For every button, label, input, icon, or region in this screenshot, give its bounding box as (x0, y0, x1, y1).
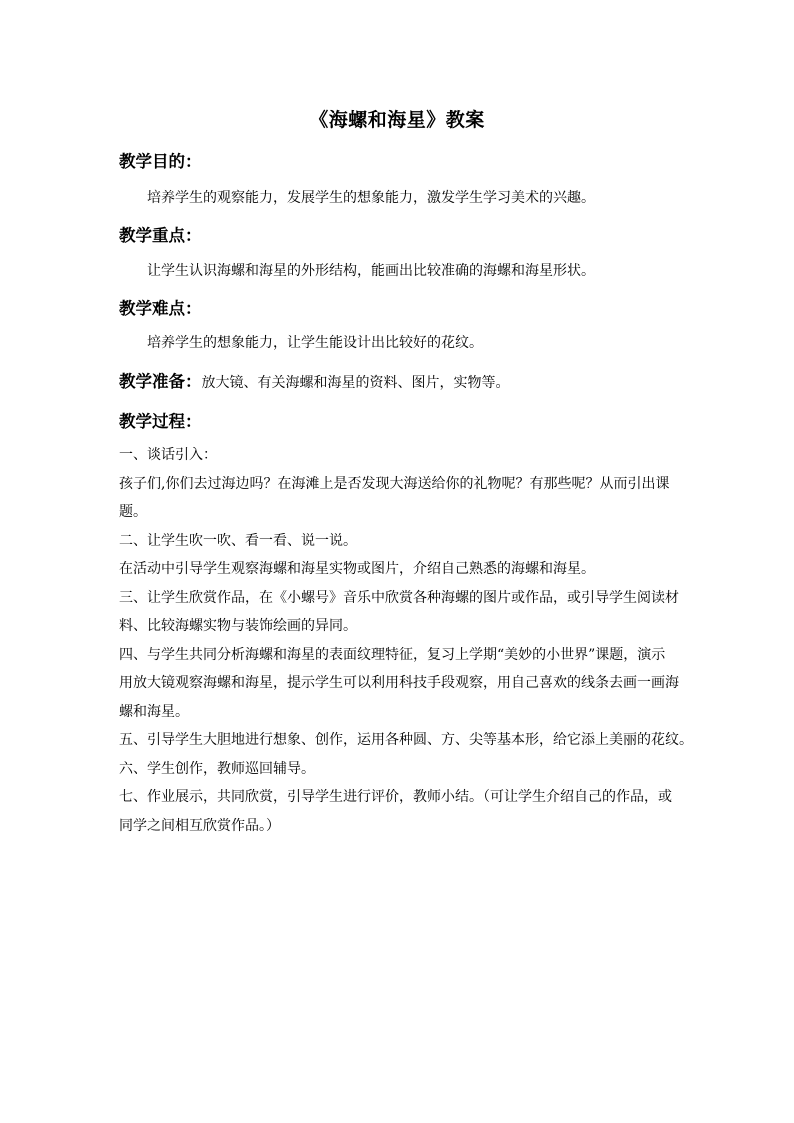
objective-text: 培养学生的观察能力，发展学生的想象能力，激发学生学习美术的兴趣。 (147, 190, 595, 206)
process-line: 一、谈话引入： (119, 447, 217, 463)
process-line: 用放大镜观察海螺和海星，提示学生可以利用科技手段观察，用自己喜欢的线条去画一画海 (119, 675, 679, 691)
process-body (119, 441, 693, 840)
key-points-text: 让学生认识海螺和海星的外形结构，能画出比较准确的海螺和海星形状。 (147, 263, 595, 279)
key-points-heading: 教学重点： (119, 226, 202, 245)
objective-heading: 教学目的： (119, 152, 202, 171)
difficulties-text: 培养学生的想象能力，让学生能设计出比较好的花纹。 (147, 335, 483, 351)
process-line: 题。 (119, 504, 147, 520)
process-line: 螺和海星。 (119, 703, 189, 720)
process-line: 同学之间相互欣赏作品。） (119, 817, 280, 834)
process-line: 孩子们,你们去过海边吗？在海滩上是否发现大海送给你的礼物呢？有那些呢？从而引出课 (119, 475, 670, 492)
process-line: 七、作业展示，共同欣赏，引导学生进行评价，教师小结。（可让学生介绍自己的作品，或 (119, 789, 672, 805)
process-line: 六、学生创作，教师巡回辅导。 (119, 760, 315, 777)
preparation-text: 放大镜、有关海螺和海星的资料、图片，实物等。 (201, 375, 510, 391)
document-title: 《海螺和海星》教案 (309, 109, 485, 131)
process-line: 二、让学生吹一吹、看一看、说一说。 (119, 532, 357, 549)
process-heading: 教学过程： (119, 412, 202, 431)
process-line: 五、引导学生大胆地进行想象、创作，运用各种圆、方、尖等基本形，给它添上美丽的花纹。 (119, 732, 693, 748)
process-line: 料、比较海螺实物与装饰绘画的异同。 (119, 618, 357, 634)
process-line: 四、与学生共同分析海螺和海星的表面纹理特征，复习上学期“美妙的小世界”课题，演示 (119, 646, 666, 663)
process-line: 三、让学生欣赏作品，在《小螺号》音乐中欣赏各种海螺的图片或作品，或引导学生阅读材 (119, 589, 679, 606)
preparation-heading (119, 368, 510, 392)
process-line: 在活动中引导学生观察海螺和海星实物或图片，介绍自己熟悉的海螺和海星。 (119, 561, 595, 577)
difficulties-heading: 教学难点： (119, 299, 202, 318)
preparation-heading-label: 教学准备： (119, 372, 202, 391)
